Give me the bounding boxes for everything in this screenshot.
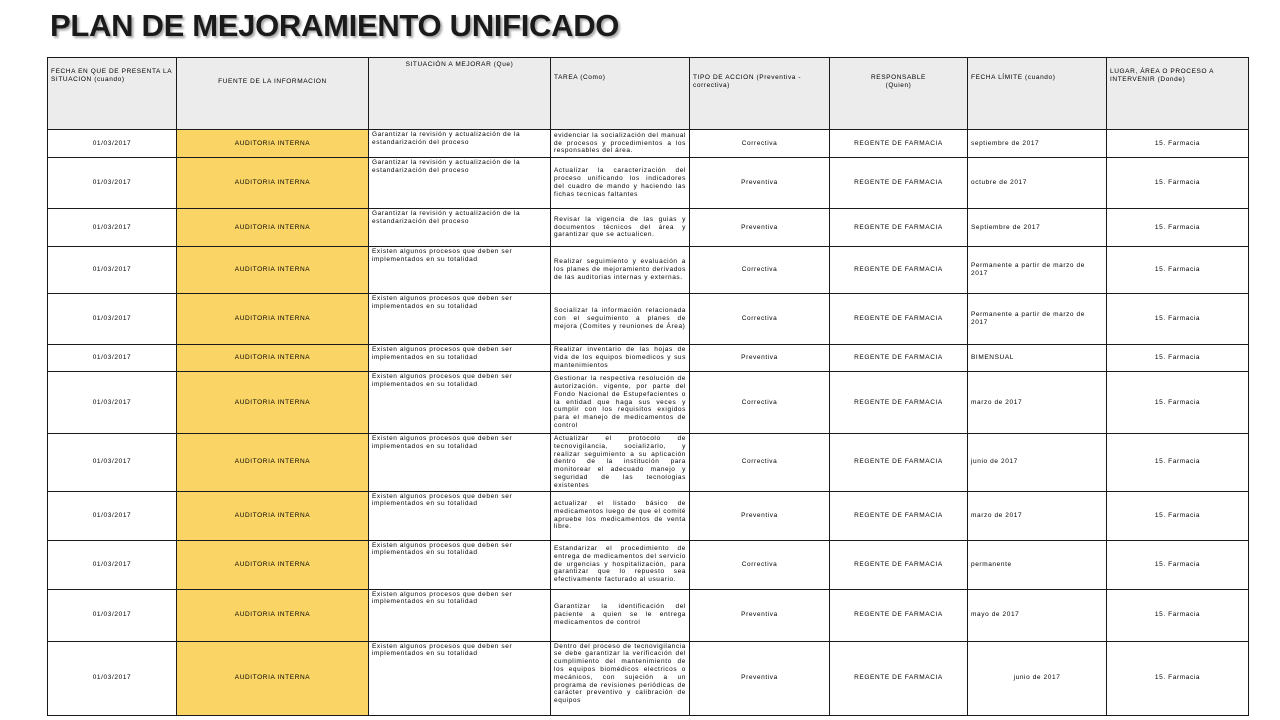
lugar-cell: 15. Farmacia [1107, 589, 1249, 641]
tipo-cell: Correctiva [690, 372, 830, 434]
lugar-cell: 15. Farmacia [1107, 372, 1249, 434]
situacion-cell: Garantizar la revisión y actualización de la estandarización del proceso [369, 158, 551, 209]
fecha-cell: 01/03/2017 [48, 372, 177, 434]
responsable-cell: REGENTE DE FARMACIA [830, 158, 968, 209]
responsable-cell: REGENTE DE FARMACIA [830, 372, 968, 434]
tarea-cell: actualizar el listado básico de medicamentos luego de que el comité apruebe los medicamentos de venta libre. [551, 491, 690, 540]
fuente-cell: AUDITORIA INTERNA [177, 540, 369, 589]
fecha-limite-cell: Septiembre de 2017 [968, 209, 1107, 247]
responsable-cell: REGENTE DE FARMACIA [830, 641, 968, 715]
tarea-cell: Estandarizar el procedimiento de entrega de medicamentos del servicio de urgencias y hospitalización, para garantizar que lo repuesto sea efectivamente facturado al usuario. [551, 540, 690, 589]
responsable-cell: REGENTE DE FARMACIA [830, 540, 968, 589]
situacion-cell: Existen algunos procesos que deben ser implementados en su totalidad [369, 589, 551, 641]
tarea-cell: Realizar seguimiento y evaluación a los planes de mejoramiento derivados de las auditorias internas y externas. [551, 247, 690, 294]
situacion-cell: Existen algunos procesos que deben ser implementados en su totalidad [369, 540, 551, 589]
lugar-cell: 15. Farmacia [1107, 158, 1249, 209]
fecha-cell: 01/03/2017 [48, 158, 177, 209]
fecha-limite-cell: permanente [968, 540, 1107, 589]
fecha-limite-cell: marzo de 2017 [968, 372, 1107, 434]
tarea-cell: Garantizar la identificación del paciente a quien se le entrega medicamentos de control [551, 589, 690, 641]
fuente-cell: AUDITORIA INTERNA [177, 372, 369, 434]
situacion-cell: Existen algunos procesos que deben ser implementados en su totalidad [369, 491, 551, 540]
tipo-cell: Preventiva [690, 641, 830, 715]
responsable-cell: REGENTE DE FARMACIA [830, 130, 968, 158]
table-row [48, 294, 1249, 345]
fecha-limite-cell: septiembre de 2017 [968, 130, 1107, 158]
tipo-cell: Preventiva [690, 345, 830, 372]
lugar-cell: 15. Farmacia [1107, 540, 1249, 589]
table-row [48, 372, 1249, 434]
lugar-cell: 15. Farmacia [1107, 209, 1249, 247]
responsable-cell: REGENTE DE FARMACIA [830, 434, 968, 492]
header-tipo: TIPO DE ACCION (Preventiva - correctiva) [690, 58, 830, 130]
lugar-cell: 15. Farmacia [1107, 294, 1249, 345]
tarea-cell: Actualizar la caracterización del proceso unificando los indicadores del cuadro de mando y haciendo las fichas tecnicas faltantes [551, 158, 690, 209]
header-row [48, 58, 1249, 130]
header-fecha: FECHA EN QUE DE PRESENTA LA SITUACION (cuando) [48, 58, 177, 130]
fecha-cell: 01/03/2017 [48, 540, 177, 589]
tipo-cell: Correctiva [690, 294, 830, 345]
table-row [48, 434, 1249, 492]
situacion-cell: Existen algunos procesos que deben ser implementados en su totalidad [369, 372, 551, 434]
page-title: PLAN DE MEJORAMIENTO UNIFICADO [50, 8, 620, 43]
fuente-cell: AUDITORIA INTERNA [177, 434, 369, 492]
fecha-cell: 01/03/2017 [48, 589, 177, 641]
table-row [48, 247, 1249, 294]
fuente-cell: AUDITORIA INTERNA [177, 294, 369, 345]
situacion-cell: Existen algunos procesos que deben ser implementados en su totalidad [369, 247, 551, 294]
fecha-limite-cell: octubre de 2017 [968, 158, 1107, 209]
table-row [48, 209, 1249, 247]
tarea-cell: Gestionar la respectiva resolución de autorización. vigente, por parte del Fondo Nacional de Estupefacientes o la entidad que haga sus veces y cumplir con los requisitos exigidos para el manejo de medicamentos de control [551, 372, 690, 434]
tipo-cell: Preventiva [690, 209, 830, 247]
fecha-limite-cell: marzo de 2017 [968, 491, 1107, 540]
fuente-cell: AUDITORIA INTERNA [177, 158, 369, 209]
fecha-limite-cell: junio de 2017 [968, 434, 1107, 492]
situacion-cell: Existen algunos procesos que deben ser implementados en su totalidad [369, 434, 551, 492]
table-row [48, 641, 1249, 715]
tarea-cell: Revisar la vigencia de las guias y documentos técnicos del área y garantizar que se actualicen. [551, 209, 690, 247]
responsable-cell: REGENTE DE FARMACIA [830, 589, 968, 641]
fecha-limite-cell: Permanente a partir de marzo de 2017 [968, 247, 1107, 294]
tarea-cell: Realizar inventario de las hojas de vida de los equipos biomedicos y sus mantenimientos [551, 345, 690, 372]
tarea-cell: evidenciar la socialización del manual de procesos y procedimientos a los responsables del área. [551, 130, 690, 158]
header-fuente: FUENTE DE LA INFORMACION [177, 58, 369, 130]
tipo-cell: Correctiva [690, 130, 830, 158]
situacion-cell: Garantizar la revisión y actualización de la estandarización del proceso [369, 209, 551, 247]
lugar-cell: 15. Farmacia [1107, 130, 1249, 158]
responsable-cell: REGENTE DE FARMACIA [830, 247, 968, 294]
fecha-cell: 01/03/2017 [48, 641, 177, 715]
fuente-cell: AUDITORIA INTERNA [177, 209, 369, 247]
table-row [48, 130, 1249, 158]
fuente-cell: AUDITORIA INTERNA [177, 130, 369, 158]
fecha-cell: 01/03/2017 [48, 345, 177, 372]
improvement-plan-table [47, 57, 1249, 716]
table-row [48, 345, 1249, 372]
header-tarea: TAREA (Como) [551, 58, 690, 130]
header-responsable: RESPONSABLE (Quien) [830, 58, 968, 130]
header-lugar: LUGAR, ÁREA O PROCESO A INTERVENIR (Donde) [1107, 58, 1249, 130]
lugar-cell: 15. Farmacia [1107, 491, 1249, 540]
responsable-cell: REGENTE DE FARMACIA [830, 345, 968, 372]
fecha-limite-cell: Permanente a partir de marzo de 2017 [968, 294, 1107, 345]
tipo-cell: Preventiva [690, 158, 830, 209]
table-row [48, 540, 1249, 589]
table-row [48, 589, 1249, 641]
tipo-cell: Correctiva [690, 247, 830, 294]
tipo-cell: Correctiva [690, 540, 830, 589]
tarea-cell: Actualizar el protocolo de tecnovigilancia, socializarlo, y realizar seguimiento a su aplicación dentro de la institución para monitorear el adecuado manejo y seguridad de las tecnologias existentes [551, 434, 690, 492]
table-row [48, 491, 1249, 540]
tipo-cell: Preventiva [690, 491, 830, 540]
fecha-cell: 01/03/2017 [48, 247, 177, 294]
tarea-cell: Dentro del proceso de tecnovigilancia se debe garantizar la verificación del cumplimiento del mantenimiento de los equipos biomédicos electricos o mecánicos, con sujeción a un programa de revisiones periódicas de carácter preventivo y calibración de equipos [551, 641, 690, 715]
fecha-cell: 01/03/2017 [48, 491, 177, 540]
lugar-cell: 15. Farmacia [1107, 434, 1249, 492]
responsable-cell: REGENTE DE FARMACIA [830, 209, 968, 247]
lugar-cell: 15. Farmacia [1107, 641, 1249, 715]
fecha-cell: 01/03/2017 [48, 294, 177, 345]
fuente-cell: AUDITORIA INTERNA [177, 641, 369, 715]
situacion-cell: Garantizar la revisión y actualización de la estandarización del proceso [369, 130, 551, 158]
lugar-cell: 15. Farmacia [1107, 345, 1249, 372]
fuente-cell: AUDITORIA INTERNA [177, 247, 369, 294]
lugar-cell: 15. Farmacia [1107, 247, 1249, 294]
situacion-cell: Existen algunos procesos que deben ser implementados en su totalidad [369, 641, 551, 715]
fuente-cell: AUDITORIA INTERNA [177, 345, 369, 372]
fecha-cell: 01/03/2017 [48, 434, 177, 492]
table-row [48, 158, 1249, 209]
situacion-cell: Existen algunos procesos que deben ser implementados en su totalidad [369, 345, 551, 372]
fecha-cell: 01/03/2017 [48, 209, 177, 247]
fecha-limite-cell: junio de 2017 [968, 641, 1107, 715]
header-fecha-limite: FECHA LÍMITE (cuando) [968, 58, 1107, 130]
tipo-cell: Preventiva [690, 589, 830, 641]
tipo-cell: Correctiva [690, 434, 830, 492]
responsable-cell: REGENTE DE FARMACIA [830, 491, 968, 540]
fecha-limite-cell: mayo de 2017 [968, 589, 1107, 641]
fuente-cell: AUDITORIA INTERNA [177, 589, 369, 641]
fuente-cell: AUDITORIA INTERNA [177, 491, 369, 540]
responsable-cell: REGENTE DE FARMACIA [830, 294, 968, 345]
header-situacion: SITUACIÓN A MEJORAR (Que) [369, 58, 551, 130]
fecha-cell: 01/03/2017 [48, 130, 177, 158]
tarea-cell: Socializar la información relacionada con el seguimiento a planes de mejora (Comites y reuniones de Área) [551, 294, 690, 345]
situacion-cell: Existen algunos procesos que deben ser implementados en su totalidad [369, 294, 551, 345]
fecha-limite-cell: BIMENSUAL [968, 345, 1107, 372]
